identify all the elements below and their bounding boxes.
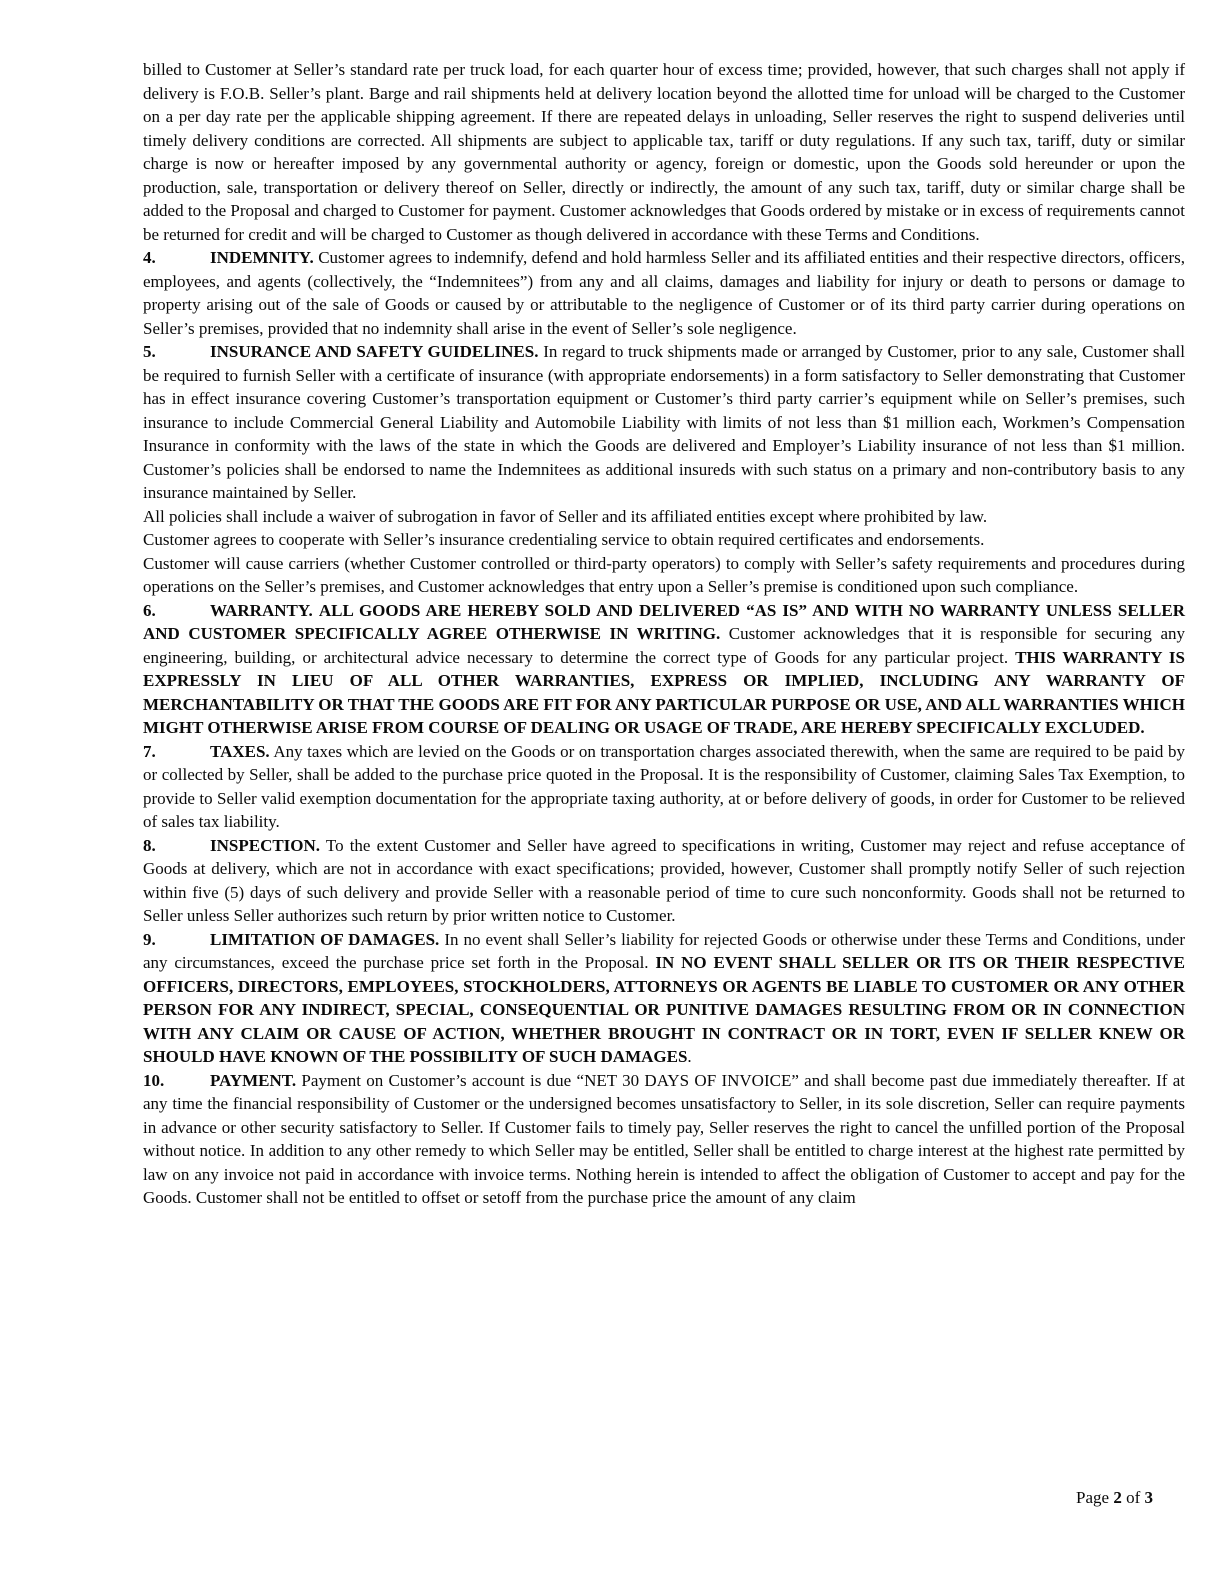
section-10-heading: PAYMENT.	[210, 1070, 297, 1090]
section-8-inspection	[143, 834, 1185, 928]
section-7-heading: TAXES.	[210, 741, 270, 761]
section-8-number: 8.	[143, 835, 156, 855]
paragraph-carrier-compliance: Customer will cause carriers (whether Customer controlled or third-party operators) to comply with Seller’s safety requirements and procedures during operations on the Seller’s premises, and Customer acknowledges that entry upon a Seller’s premise is conditioned upon such compliance.	[143, 553, 1185, 596]
section-9-limitation-of-damages	[143, 928, 1185, 1069]
section-7-text: Any taxes which are levied on the Goods or on transportation charges associated therewith, when the same are required to be paid by or collected by Seller, shall be added to the purchase price quoted in the Proposal. It is the responsibility of Customer, claiming Sales Tax Exemption, to provide to Seller valid exemption documentation for the appropriate taxing authority, at or before delivery of goods, in order for Customer to be relieved of sales tax liability.	[143, 741, 1185, 831]
page-footer	[0, 1486, 1153, 1510]
section-9-number: 9.	[143, 929, 156, 949]
section-6-number: 6.	[143, 600, 156, 620]
section-6-heading: WARRANTY.	[210, 600, 313, 620]
paragraph-waiver-of-subrogation: All policies shall include a waiver of subrogation in favor of Seller and its affiliated entities except where prohibited by law.	[143, 506, 988, 526]
section-4-text: Customer agrees to indemnify, defend and hold harmless Seller and its affiliated entities and their respective directors, officers, employees, and agents (collectively, the “Indemnitees”) from any and all claims, damages and liability for injury or death to persons or damage to property arising out of the sale of Goods or caused by or attributable to the negligence of Customer or of its third party carrier during operations on Seller’s premises, provided that no indemnity shall arise in the event of Seller’s sole negligence.	[143, 248, 1186, 338]
footer-of-label: of	[1121, 1488, 1145, 1507]
paragraph-continuation: billed to Customer at Seller’s standard rate per truck load, for each quarter hour of excess time; provided, however, that such charges shall not apply if delivery is F.O.B. Seller’s plant. Barge and rail shipments held at delivery location beyond the allotted time for unload will be charged to the Customer on a per day rate per the applicable shipping agreement. If there are repeated delays in unloading, Seller reserves the right to suspend deliveries until timely delivery conditions are corrected. All shipments are subject to applicable tax, tariff or duty regulations. If any such tax, tariff, duty or similar charge is now or hereafter imposed by any governmental authority or agency, foreign or domestic, upon the Goods sold hereunder or upon the production, sale, transportation or delivery thereof on Seller, directly or indirectly, the amount of any such tax, tariff, duty or similar charge shall be added to the Proposal and charged to Customer for payment. Customer acknowledges that Goods ordered by mistake or in excess of requirements cannot be returned for credit and will be charged to Customer as though delivered in accordance with these Terms and Conditions.	[143, 60, 1185, 244]
section-7-number: 7.	[143, 741, 156, 761]
section-9-period: .	[687, 1047, 692, 1066]
section-9-bold-tail: IN NO EVENT SHALL SELLER OR ITS OR THEIR RESPECTIVE OFFICERS, DIRECTORS, EMPLOYEES, STOCKHOLDERS, ATTORNEYS OR AGENTS BE LIABLE TO CUSTOMER OR ANY OTHER PERSON FOR ANY INDIRECT, SPECIAL, CONSEQUENTIAL OR PUNITIVE DAMAGES RESULTING FROM OR IN CONNECTION WITH ANY CLAIM OR CAUSE OF ACTION, WHETHER BROUGHT IN CONTRACT OR IN TORT, EVEN IF SELLER KNEW OR SHOULD HAVE KNOWN OF THE POSSIBILITY OF SUCH DAMAGES	[143, 953, 1186, 1066]
footer-total-pages: 3	[1144, 1488, 1153, 1507]
section-9-heading: LIMITATION OF DAMAGES.	[210, 929, 440, 949]
section-5-insurance	[143, 340, 1185, 505]
section-6-warranty	[143, 599, 1185, 740]
section-6-text: Customer acknowledges that it is responsible for securing any engineering, building, or architectural advice necessary to determine the correct type of Goods for any particular project.	[143, 624, 1185, 667]
section-9-text: In no event shall Seller’s liability for rejected Goods or otherwise under these Terms and Conditions, under any circumstances, exceed the purchase price set forth in the Proposal.	[143, 929, 1186, 972]
section-6-bold-lead: ALL GOODS ARE HEREBY SOLD AND DELIVERED “AS IS” AND WITH NO WARRANTY UNLESS SELLER AND CUSTOMER SPECIFICALLY AGREE OTHERWISE IN WRITING.	[143, 600, 1185, 643]
document-body	[143, 58, 1185, 1210]
section-4-heading: INDEMNITY.	[210, 248, 314, 267]
section-8-heading: INSPECTION.	[210, 835, 321, 855]
section-8-text: To the extent Customer and Seller have agreed to specifications in writing, Customer may reject and refuse acceptance of Goods at delivery, which are not in accordance with exact specifications; provided, however, Customer shall promptly notify Seller of such rejection within five (5) days of such delivery and provide Seller with a reasonable period of time to cure such nonconformity. Goods shall not be returned to Seller unless Seller authorizes such return by prior written notice to Customer.	[143, 835, 1185, 925]
section-5-heading: INSURANCE AND SAFETY GUIDELINES.	[210, 342, 539, 361]
paragraph-insurance-credentialing: Customer agrees to cooperate with Seller’s insurance credentialing service to obtain required certificates and endorsements.	[143, 530, 985, 549]
section-10-number: 10.	[143, 1070, 165, 1090]
footer-page-number: 2	[1113, 1488, 1122, 1507]
section-6-bold-tail: THIS WARRANTY IS EXPRESSLY IN LIEU OF ALL OTHER WARRANTIES, EXPRESS OR IMPLIED, INCLUDING ANY WARRANTY OF MERCHANTABILITY OR THAT THE GOODS ARE FIT FOR ANY PARTICULAR PURPOSE OR USE, AND ALL WARRANTIES WHICH MIGHT OTHERWISE ARISE FROM COURSE OF DEALING OR USAGE OF TRADE, ARE HEREBY SPECIFICALLY EXCLUDED.	[143, 647, 1186, 737]
section-7-taxes	[143, 740, 1185, 834]
section-5-number: 5.	[143, 342, 156, 361]
section-4-indemnity	[143, 246, 1185, 340]
section-10-text: Payment on Customer’s account is due “NET 30 DAYS OF INVOICE” and shall become past due immediately thereafter. If at any time the financial responsibility of Customer or the undersigned becomes unsatisfactory to Seller, in its sole discretion, Seller can require payments in advance or other security satisfactory to Seller. If Customer fails to timely pay, Seller reserves the right to cancel the unfilled portion of the Proposal without notice. In addition to any other remedy to which Seller may be entitled, Seller shall be entitled to charge interest at the highest rate permitted by law on any invoice not paid in accordance with invoice terms. Nothing herein is intended to affect the obligation of Customer to accept and pay for the Goods. Customer shall not be entitled to offset or setoff from the purchase price the amount of any claim	[143, 1070, 1186, 1207]
section-4-number: 4.	[143, 248, 156, 267]
footer-page-label: Page	[1076, 1488, 1114, 1507]
section-5-text: In regard to truck shipments made or arranged by Customer, prior to any sale, Customer shall be required to furnish Seller with a certificate of insurance (with appropriate endorsements) in a form satisfactory to Seller demonstrating that Customer has in effect insurance covering Customer’s transportation equipment or Customer’s third party carrier’s equipment while on Seller’s premises, such insurance to include Commercial General Liability and Automobile Liability with limits of not less than $1 million each, Workmen’s Compensation Insurance in conformity with the laws of the state in which the Goods are delivered and Employer’s Liability insurance of not less than $1 million. Customer’s policies shall be endorsed to name the Indemnitees as additional insureds with such status on a primary and non-contributory basis to any insurance maintained by Seller.	[143, 342, 1186, 502]
section-10-payment	[143, 1069, 1185, 1210]
